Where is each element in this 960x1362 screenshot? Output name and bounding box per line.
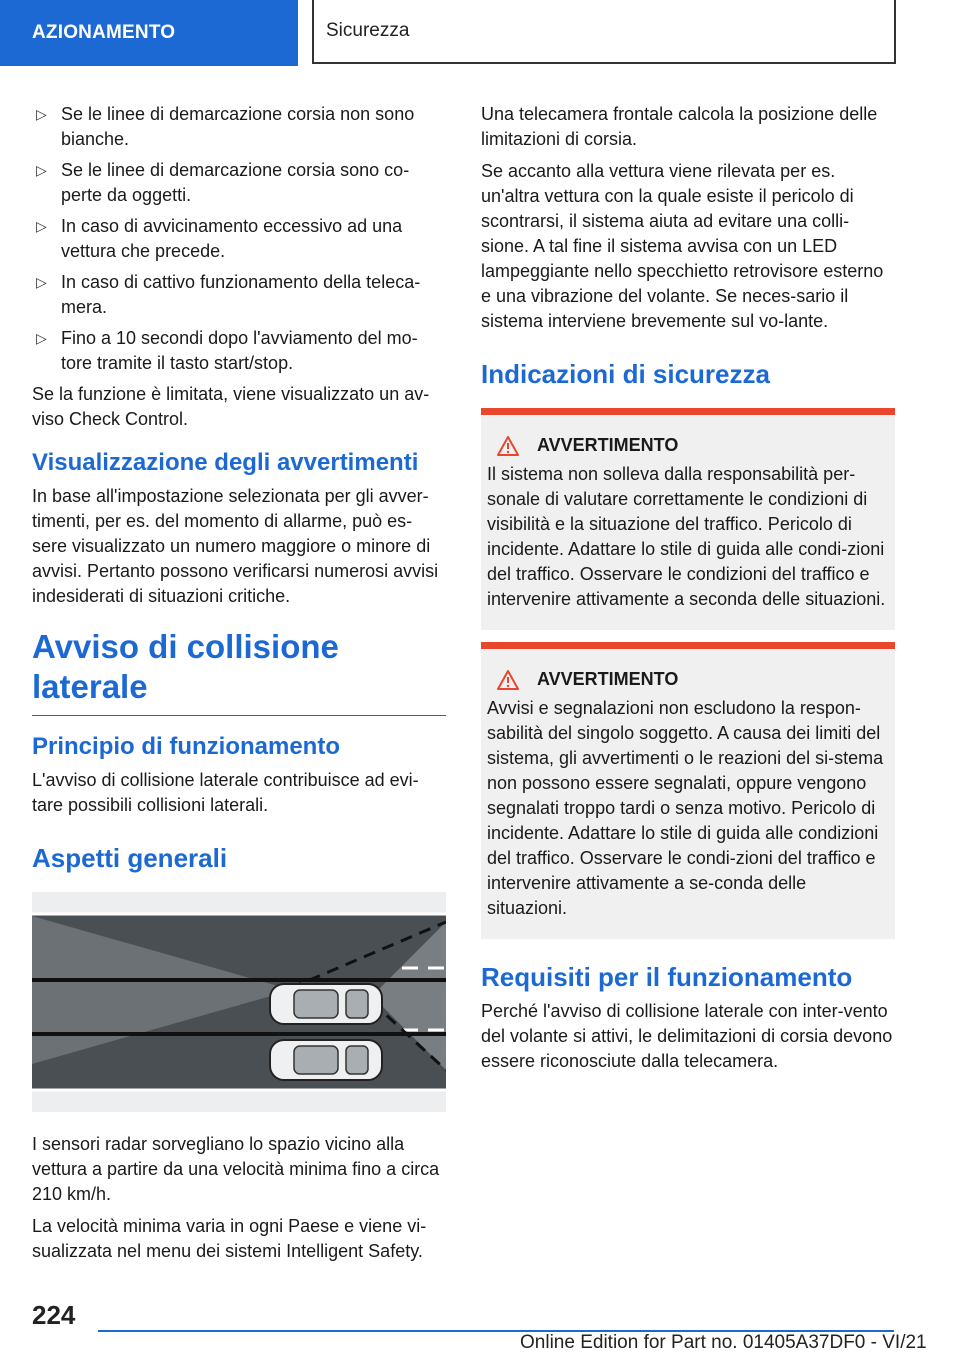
warnings-heading: Visualizzazione degli avvertimenti	[32, 449, 419, 476]
list-item: ▷ Fino a 10 secondi dopo l'avviamento del mo-tore tramite il tasto start/stop.	[36, 328, 418, 373]
page-number: 224	[32, 1300, 76, 1330]
sensors-paragraph: I sensori radar sorvegliano lo spazio vicino alla vettura a partire da una velocità minima fino a circa 210 km/h.	[32, 1134, 440, 1204]
chapter-tab	[0, 0, 298, 66]
assist-paragraph: Se accanto alla vettura viene rilevata per es. un'altra vettura con la quale esiste il pericolo di scontrarsi, il sistema aiuta ad evitare una colli-sione. A tal fine il sistema avvisa con un LED lampeggiante nello specchietto retrovisore esterno e una vibrazione del volante. Se neces-sario il sistema interviene brevemente sul vo-lante.	[481, 161, 884, 331]
warning-box	[481, 642, 895, 939]
warning-box	[481, 408, 895, 630]
chapter-title: AZIONAMENTO	[32, 22, 176, 43]
section-header	[312, 0, 896, 64]
edition-note: Online Edition for Part no. 01405A37DF0 - VI/21	[520, 1332, 927, 1353]
warning-text: Avvisi e segnalazioni non escludono la respon-sabilità del singolo soggetto. A causa dei limiti del sistema, gli avvertimenti o le reazioni del si-stema non possono essere segnalati, oppure vengono segnalati troppo tardi o senza motivo. Pericolo di incidente. Adattare lo stile di guida alle condizioni del traffico. Osservare le condi-zioni del traffico e intervenire attivamente a se-conda delle situazioni.	[487, 698, 884, 918]
safety-heading: Indicazioni di sicurezza	[481, 359, 770, 389]
list-item: ▷ In caso di avvicinamento eccessivo ad una vettura che precede.	[36, 216, 403, 261]
triangle-right-icon: ▷	[36, 106, 47, 122]
list-item: ▷ Se le linee di demarcazione corsia sono co-perte da oggetti.	[36, 160, 410, 205]
speed-paragraph: La velocità minima varia in ogni Paese e viene vi-sualizzata nel menu dei sistemi Intelligent Safety.	[32, 1216, 427, 1261]
section-title: Sicurezza	[326, 20, 410, 41]
requirements-heading: Requisiti per il funzionamento	[481, 962, 853, 992]
camera-paragraph: Una telecamera frontale calcola la posizione delle limitazioni di corsia.	[481, 104, 878, 149]
warning-title: AVVERTIMENTO	[537, 669, 679, 689]
warning-text: Il sistema non solleva dalla responsabilità per-sonale di valutare correttamente le condizioni di visibilità e la situazione del traffico. Pericolo di incidente. Adattare lo stile di guida alle condi-zioni del traffico. Osservare le condizioni del traffico e intervenire attivamente a seconda delle situazioni.	[487, 464, 886, 609]
principle-paragraph: L'avviso di collisione laterale contribuisce ad evi-tare possibili collisioni laterali.	[32, 770, 419, 815]
limitations-list	[32, 102, 446, 376]
triangle-right-icon: ▷	[36, 162, 47, 178]
right-column	[481, 102, 895, 1081]
triangle-right-icon: ▷	[36, 274, 47, 290]
requirements-paragraph: Perché l'avviso di collisione laterale con inter-vento del volante si attivi, le delimitazioni di corsia devono essere riconosciute dalla telecamera.	[481, 1001, 893, 1071]
left-column	[32, 102, 446, 1271]
main-heading: Avviso di collisione laterale	[32, 627, 446, 716]
principle-heading: Principio di funzionamento	[32, 733, 340, 760]
warnings-paragraph: In base all'impostazione selezionata per gli avver-timenti, per es. del momento di allarme, può es-sere visualizzato un numero maggiore o minore di avvisi. Pertanto possono verificarsi numerosi avvisi indesiderati di situazioni critiche.	[32, 486, 439, 606]
radar-illustration	[32, 892, 446, 1112]
triangle-right-icon: ▷	[36, 330, 47, 346]
list-item: ▷ Se le linee di demarcazione corsia non sono bianche.	[36, 104, 415, 149]
warning-title: AVVERTIMENTO	[537, 435, 679, 455]
general-heading: Aspetti generali	[32, 843, 228, 873]
warning-triangle-icon	[497, 436, 519, 456]
list-item: ▷ In caso di cattivo funzionamento della teleca-mera.	[36, 272, 421, 317]
triangle-right-icon: ▷	[36, 218, 47, 234]
warning-triangle-icon	[497, 670, 519, 690]
own-car	[270, 984, 382, 1024]
limited-function-paragraph: Se la funzione è limitata, viene visualizzato un av-viso Check Control.	[32, 384, 430, 429]
other-car	[270, 1040, 382, 1080]
